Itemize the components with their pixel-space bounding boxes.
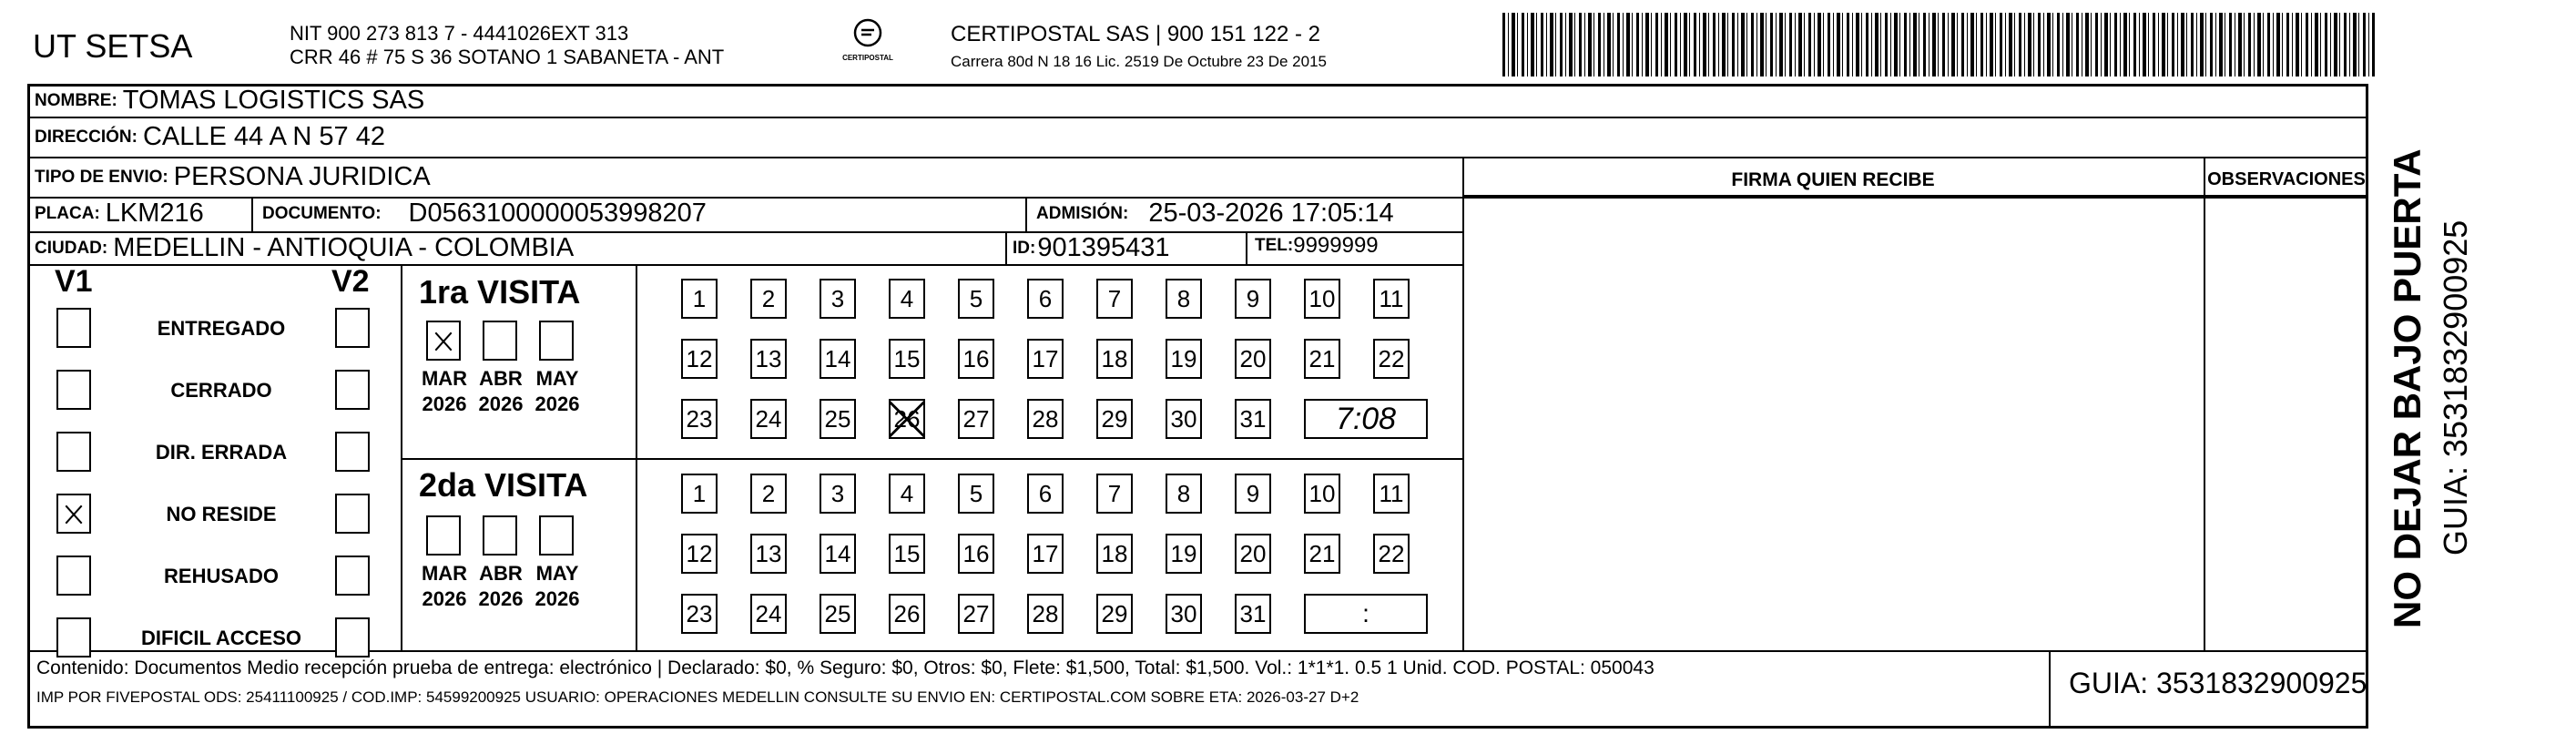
first-month-label [530,366,585,417]
month-year: 2026 [422,392,467,415]
second-day-box[interactable]: 28 [1027,594,1064,634]
month-name: ABR [479,562,523,585]
first-day-box[interactable]: 18 [1096,339,1133,379]
firma-header: FIRMA QUIEN RECIBE [1731,169,1935,190]
second-month-label [417,561,472,612]
first-day-box[interactable]: 7 [1096,279,1133,319]
month-name: MAR [421,562,468,585]
id-row [1013,233,1169,263]
month-year: 2026 [478,392,524,415]
second-month-checkbox-1[interactable] [483,515,517,556]
second-day-box[interactable]: 3 [820,474,856,514]
second-day-box[interactable]: 5 [958,474,994,514]
first-month-checkbox-0[interactable] [426,321,461,361]
company-name: UT SETSA [33,27,193,65]
second-day-box[interactable]: 19 [1166,534,1202,574]
footer-guia: GUIA: 3531832900925 [2069,667,2367,699]
ciudad-value: MEDELLIN - ANTIOQUIA - COLOMBIA [113,233,575,262]
second-day-box[interactable]: 30 [1166,594,1202,634]
first-day-box[interactable]: 23 [681,399,718,439]
observaciones-header: OBSERVACIONES [2207,169,2366,189]
first-day-box[interactable]: 2 [750,279,787,319]
direccion-label: DIRECCIÓN: [35,127,137,147]
first-day-box[interactable]: 16 [958,339,994,379]
status-option-label: DIFICIL ACCESO [140,627,301,649]
second-day-box[interactable]: 8 [1166,474,1202,514]
second-day-box[interactable]: 21 [1304,534,1340,574]
v2-checkbox-2[interactable] [335,432,370,472]
first-day-box[interactable]: 20 [1235,339,1271,379]
ciudad-label: CIUDAD: [35,238,108,258]
v1-header: V1 [55,264,93,299]
first-day-box[interactable]: 8 [1166,279,1202,319]
second-day-box[interactable]: 11 [1373,474,1410,514]
nombre-row [35,86,424,116]
second-day-box[interactable]: 17 [1027,534,1064,574]
first-day-box[interactable]: 6 [1027,279,1064,319]
month-year: 2026 [535,587,580,610]
certipostal-license: Carrera 80d N 18 16 Lic. 2519 De Octubre 23 De 2015 [951,53,1327,70]
first-day-box[interactable]: 26 [889,399,925,439]
second-day-box[interactable]: 16 [958,534,994,574]
second-time-box[interactable]: : [1304,594,1428,634]
documento-row [262,199,707,229]
second-month-label [473,561,528,612]
first-day-box[interactable]: 14 [820,339,856,379]
first-day-box[interactable]: 5 [958,279,994,319]
month-year: 2026 [478,587,524,610]
id-label: ID: [1013,238,1036,258]
second-day-box[interactable]: 18 [1096,534,1133,574]
placa-row [35,199,204,229]
nit-line: NIT 900 273 813 7 - 4441026EXT 313 [290,22,629,45]
second-day-box[interactable]: 25 [820,594,856,634]
second-day-box[interactable]: 23 [681,594,718,634]
first-day-box[interactable]: 30 [1166,399,1202,439]
tel-value: 9999999 [1293,233,1379,258]
second-day-box[interactable]: 7 [1096,474,1133,514]
first-day-box[interactable]: 4 [889,279,925,319]
first-day-box[interactable]: 13 [750,339,787,379]
side-guia: GUIA: 3531832900925 [2437,219,2474,556]
first-month-label [417,366,472,417]
second-day-box[interactable]: 31 [1235,594,1271,634]
first-day-box[interactable]: 12 [681,339,718,379]
v2-checkbox-3[interactable] [335,494,370,534]
status-option-label: CERRADO [170,379,272,402]
v2-checkbox-1[interactable] [335,370,370,410]
footer-imp: IMP POR FIVEPOSTAL ODS: 25411100925 / COD.IMP: 54599200925 USUARIO: OPERACIONES MEDELLIN CONSULTE SU ENVIO EN: CERTIPOSTAL.COM SOBRE ETA: 2026-03-27 D+2 [36,688,1359,706]
placa-value: LKM216 [105,199,204,228]
first-day-box[interactable]: 27 [958,399,994,439]
admision-value: 25-03-2026 17:05:14 [1148,199,1394,228]
v2-checkbox-5[interactable] [335,617,370,658]
admision-label: ADMISIÓN: [1036,203,1129,223]
documento-value: D0563100000053998207 [408,199,707,228]
v1-checkbox-0[interactable] [56,308,91,348]
v1-checkbox-2[interactable] [56,432,91,472]
first-day-box[interactable]: 22 [1373,339,1410,379]
logo-icon [850,18,886,49]
second-month-checkbox-2[interactable] [539,515,574,556]
second-day-box[interactable]: 12 [681,534,718,574]
tipo-value: PERSONA JURIDICA [173,162,431,191]
certipostal-logo [836,18,900,62]
placa-label: PLACA: [35,203,100,223]
status-option-label: ENTREGADO [157,317,286,340]
tipo-row [35,162,431,192]
logo-caption: CERTIPOSTAL [842,54,893,62]
second-day-box[interactable]: 10 [1304,474,1340,514]
second-visit-title: 2da VISITA [419,466,588,504]
v1-checkbox-4[interactable] [56,556,91,596]
documento-label: DOCUMENTO: [262,203,382,223]
id-value: 901395431 [1037,233,1170,262]
first-day-box[interactable]: 15 [889,339,925,379]
second-day-box[interactable]: 9 [1235,474,1271,514]
first-day-box[interactable]: 28 [1027,399,1064,439]
direccion-value: CALLE 44 A N 57 42 [142,122,385,151]
first-month-checkbox-2[interactable] [539,321,574,361]
month-year: 2026 [535,392,580,415]
second-day-box[interactable]: 6 [1027,474,1064,514]
nombre-value: TOMAS LOGISTICS SAS [122,86,425,115]
first-time-box[interactable]: 7:08 [1304,399,1428,439]
first-day-box[interactable]: 29 [1096,399,1133,439]
v2-header: V2 [331,264,370,299]
v2-checkbox-4[interactable] [335,556,370,596]
month-name: MAY [535,367,579,390]
first-visit-title: 1ra VISITA [419,273,581,311]
second-day-box[interactable]: 27 [958,594,994,634]
v1-checkbox-3[interactable] [56,494,91,534]
second-day-box[interactable]: 22 [1373,534,1410,574]
month-name: MAY [535,562,579,585]
second-month-label [530,561,585,612]
status-option-label: DIR. ERRADA [155,441,288,464]
tel-label: TEL: [1255,236,1294,255]
tipo-label: TIPO DE ENVIO: [35,167,168,187]
second-day-box[interactable]: 14 [820,534,856,574]
first-month-label [473,366,528,417]
footer-contenido: Contenido: Documentos Medio recepción prueba de entrega: electrónico | Declarado: $0, % Seguro: $0, Otros: $0, Flete: $1,500, Total: $1,500. Vol.: 1*1*1. 0.5 1 Unid. COD. POSTAL: 050043 [36,658,1655,678]
barcode [1502,13,2375,76]
status-option-label: NO RESIDE [166,503,277,525]
second-day-box[interactable]: 13 [750,534,787,574]
tel-row [1255,233,1379,259]
second-day-box[interactable]: 1 [681,474,718,514]
month-name: ABR [479,367,523,390]
first-day-box[interactable]: 3 [820,279,856,319]
first-day-box[interactable]: 1 [681,279,718,319]
admision-row [1036,199,1394,229]
first-day-box[interactable]: 24 [750,399,787,439]
v1-checkbox-1[interactable] [56,370,91,410]
v2-checkbox-0[interactable] [335,308,370,348]
second-day-box[interactable]: 15 [889,534,925,574]
status-option-label: REHUSADO [164,565,279,587]
certipostal-title: CERTIPOSTAL SAS | 900 151 122 - 2 [951,22,1320,46]
address-line: CRR 46 # 75 S 36 SOTANO 1 SABANETA - ANT [290,46,725,68]
nombre-label: NOMBRE: [35,90,117,110]
second-day-box[interactable]: 2 [750,474,787,514]
month-name: MAR [421,367,468,390]
first-day-box[interactable]: 31 [1235,399,1271,439]
first-day-box[interactable]: 9 [1235,279,1271,319]
first-month-checkbox-1[interactable] [483,321,517,361]
second-day-box[interactable]: 24 [750,594,787,634]
second-day-box[interactable]: 4 [889,474,925,514]
first-day-box[interactable]: 17 [1027,339,1064,379]
month-year: 2026 [422,587,467,610]
first-day-box[interactable]: 11 [1373,279,1410,319]
first-day-box[interactable]: 21 [1304,339,1340,379]
first-day-box[interactable]: 19 [1166,339,1202,379]
second-day-box[interactable]: 29 [1096,594,1133,634]
second-month-checkbox-0[interactable] [426,515,461,556]
side-warning: NO DEJAR BAJO PUERTA [2386,148,2428,628]
first-day-box[interactable]: 10 [1304,279,1340,319]
direccion-row [35,122,385,152]
ciudad-row [35,233,574,263]
second-day-box[interactable]: 26 [889,594,925,634]
second-day-box[interactable]: 20 [1235,534,1271,574]
v1-checkbox-5[interactable] [56,617,91,658]
first-day-box[interactable]: 25 [820,399,856,439]
